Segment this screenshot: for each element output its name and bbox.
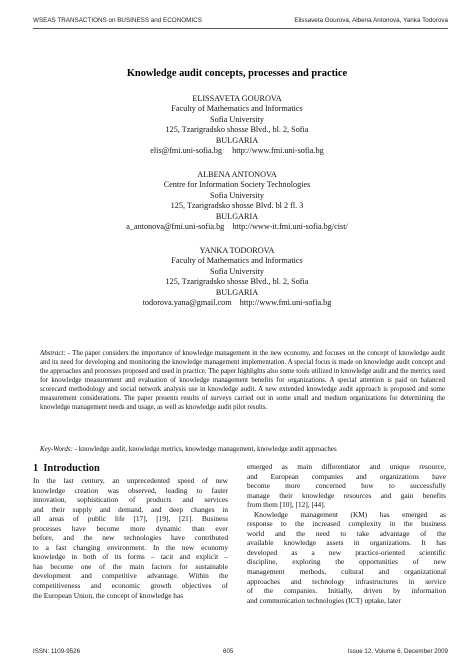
affiliation-line: Faculty of Mathematics and Informatics: [171, 104, 303, 114]
text-line: knowledge in both of its forms – tacit and explicit –: [33, 552, 228, 562]
text-line: emerged as main differentiator and unique resource,: [247, 462, 446, 471]
text-line: discipline, exploring the opportunities of new: [247, 557, 446, 567]
footer-issn: ISSN: 1109-9526: [33, 648, 81, 655]
right-column: [247, 462, 446, 605]
author-block-1: [0, 94, 474, 156]
text-line: knowledge creation was observed, leading to faster: [33, 485, 228, 495]
paper-title: Knowledge audit concepts, processes and practice: [126, 68, 348, 79]
footer-issue: Issue 12, Volume 6, December 2009: [347, 648, 448, 655]
section-heading: 1 Introduction: [33, 463, 100, 474]
text-line: approaches and technology infrastructures in service: [247, 576, 446, 586]
footer-page-number: 605: [223, 648, 234, 655]
abstract-label: Abstract:: [40, 350, 66, 357]
text-line: Knowledge management (KM) has emerged as: [254, 509, 446, 519]
left-column: [33, 463, 228, 600]
keywords-text: - knowledge audit, knowledge metrics, knowledge management, knowledge audit approaches: [72, 445, 337, 453]
text-line: competitiveness and economic growth objectives of: [33, 581, 228, 591]
text-line: to a fast changing environment. In the new economy: [33, 542, 228, 552]
text-line: world and the need to take advantage of the: [247, 528, 446, 538]
running-header: [33, 17, 448, 29]
text-line: management methods, cultural and organizational: [247, 567, 446, 577]
affiliation-line: Sofia University: [210, 190, 264, 200]
author-contact: elis@fmi.uni-sofia.bg http://www.fmi.uni-sofia.bg: [150, 146, 324, 156]
text-line: available knowledge assets in organizations. It has: [247, 538, 446, 548]
text-line: and communication technologies (ICT) uptake, later: [247, 595, 401, 605]
affiliation-line: 125, Tzarigradsko shosse Blvd., bl. 2, Sofia: [165, 277, 309, 287]
text-line: and their supply and demand, and deep changes in: [33, 504, 228, 514]
author-name: YANKA TODOROVA: [199, 246, 275, 255]
text-line: and European companies and organizations have: [247, 471, 446, 481]
keywords-label: Key-Words:: [40, 445, 73, 453]
text-line: from them [10], [12], [44].: [247, 500, 326, 510]
affiliation-line: Sofia University: [210, 266, 264, 276]
abstract: [40, 349, 445, 412]
affiliation-line: 125, Tzarigradsko shosse Blvd. bl 2 fl. 3: [170, 201, 304, 211]
header-authors: Elissaveta Gourova, Albena Antonova, Yanka Todorova: [294, 17, 448, 24]
keywords: [40, 445, 445, 454]
affiliation-line: BULGARIA: [215, 287, 259, 297]
affiliation-line: BULGARIA: [215, 211, 259, 221]
text-line: development and competitive advantage. Within the: [33, 571, 228, 581]
affiliation-line: Centre for Information Society Technologies: [163, 180, 311, 190]
affiliation-line: 125, Tzarigradsko shosse Blvd., bl. 2, Sofia: [165, 125, 309, 135]
author-block-3: [0, 246, 474, 308]
author-name: ELISSAVETA GOUROVA: [192, 94, 282, 103]
text-line: has become one of the main factors for sustainable: [33, 561, 228, 571]
text-line: innovation, sophistication of products and services: [33, 495, 228, 505]
right-column-body: [247, 462, 446, 605]
text-line: processes have become more dynamic than ever: [33, 523, 228, 533]
left-column-body: [33, 476, 228, 600]
text-line: response to the increased complexity in the business: [247, 519, 446, 529]
text-line: become more concerned how to successfully: [247, 481, 446, 491]
author-contact: a_antonova@fmi.uni-sofia.bg http://www-it.fmi.uni-sofia.bg/cist/: [126, 222, 348, 232]
affiliation-line: BULGARIA: [215, 135, 259, 145]
affiliation-line: Faculty of Mathematics and Informatics: [171, 256, 303, 266]
abstract-text: - The paper considers the importance of knowledge management in the new economy, and focuses on the concept of knowledge audit and its need for developing and monitoring the knowledge management implementation. A special focus is made on knowledge audit concept and the approaches and processes proposed and used in practice. The paper highlights also some tools utilized in knowledge audit and the metrics used for knowledge measurement and evaluation of knowledge management benefits for organizations. A special attention is paid on balanced scorecard methodology and social network analysis use in knowledge audit. A new extended knowledge audit approach is proposed and some measurement considerations. The paper presents results of surveys carried out in some small and medium organizations for determining the knowledge management needs and usage, as well as knowledge audit pilot results.: [40, 350, 445, 411]
affiliation-line: Sofia University: [210, 114, 264, 124]
text-line: manage their knowledge resources and gain benefits: [247, 490, 446, 500]
text-line: before, and the new technologies have contributed: [33, 533, 228, 543]
text-line: In the last century, an unprecedented speed of new: [33, 476, 228, 485]
text-line: all areas of public life [17], [19], [21]. Business: [33, 514, 228, 524]
text-line: developed as a new practice-oriented scientific: [247, 547, 446, 557]
author-block-2: [0, 170, 474, 232]
journal-name: WSEAS TRANSACTIONS on BUSINESS and ECONOMICS: [33, 17, 202, 24]
author-contact: todorova.yana@gmail.com http://www.fmi.uni-sofia.bg: [142, 298, 332, 308]
text-line: of the companies. Initially, driven by information: [247, 586, 446, 596]
text-line: the European Union, the concept of knowledge has: [33, 590, 184, 600]
author-name: ALBENA ANTONOVA: [197, 170, 277, 179]
